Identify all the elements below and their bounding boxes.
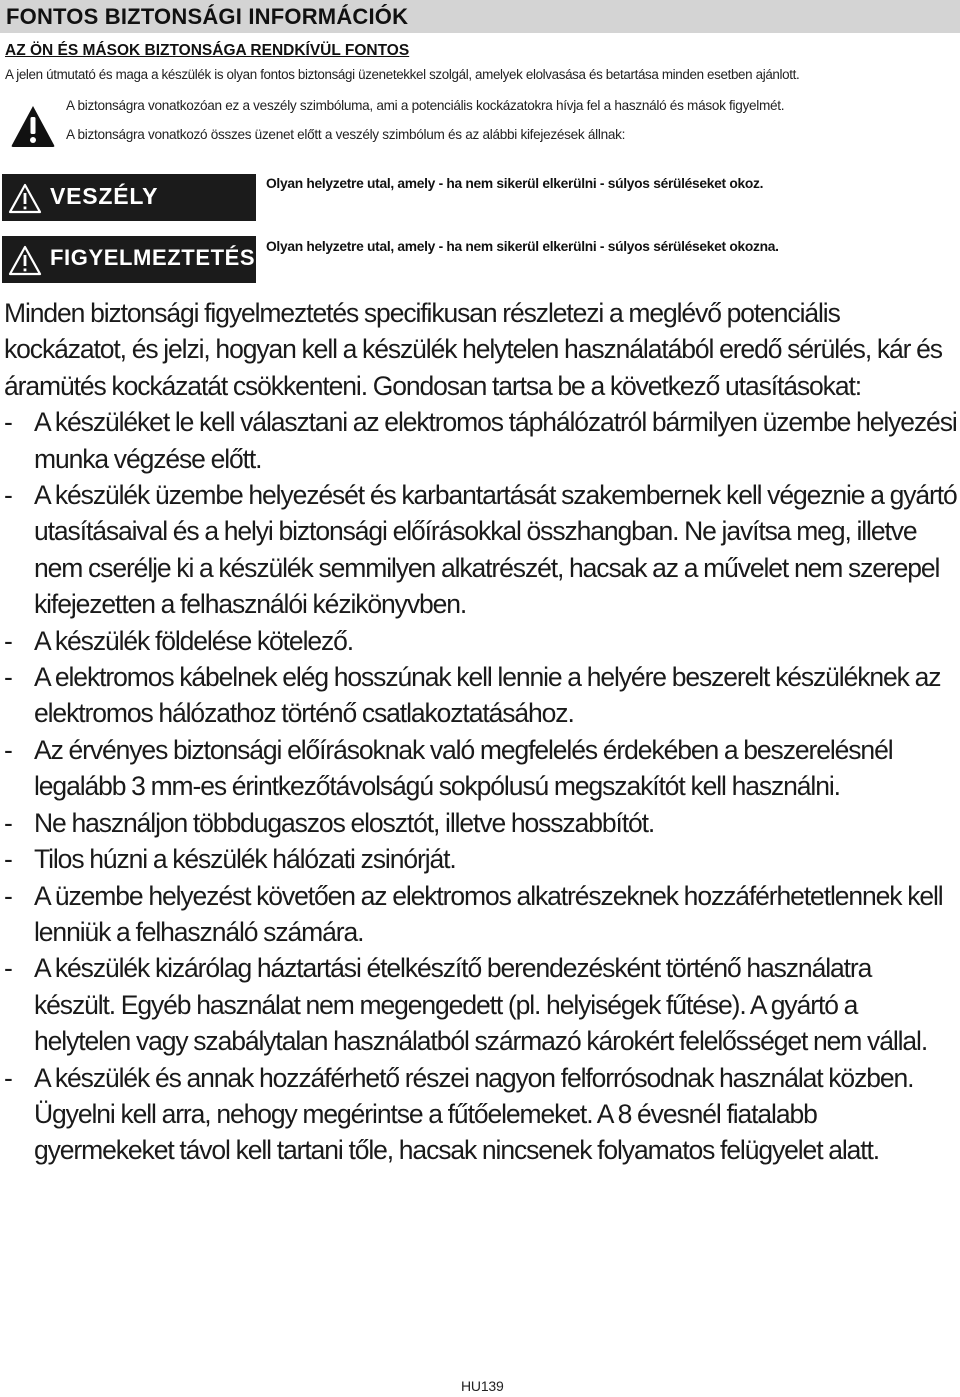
symbol-description-line: A biztonságra vonatkozóan ez a veszély szimbóluma, ami a potenciális kockázatokra hívja fel a használó és mások figyelmét.	[66, 98, 785, 113]
warning-triangle-icon	[8, 183, 42, 214]
list-item: - Tilos húzni a készülék hálózati zsinórját.	[4, 841, 958, 877]
warning-signal-box	[2, 236, 256, 283]
warning-triangle-icon	[8, 245, 42, 276]
list-item: - Az érvényes biztonsági előírásoknak való megfelelés érdekében a beszerelésnél legalább 3 mm-es érintkezőtávolságú sokpólusú megszakítót kell használni.	[4, 732, 958, 805]
list-item: - Ne használjon többdugaszos elosztót, illetve hosszabbítót.	[4, 805, 958, 841]
list-item: - A készülék és annak hozzáférhető részei nagyon felforrósodnak használat közben. Ügyelni kell arra, nehogy megérintse a fűtőelemeket. A 8 évesnél fiatalabb gyermekeket távol kell tartani tőle, hacsak nincsenek folyamatos felügyelet alatt.	[4, 1060, 958, 1169]
list-item: - A üzembe helyezést követően az elektromos alkatrészeknek hozzáférhetetlennek kell lenniük a felhasználó számára.	[4, 878, 958, 951]
page-title: FONTOS BIZTONSÁGI INFORMÁCIÓK	[6, 4, 409, 29]
warning-description: Olyan helyzetre utal, amely - ha nem sikerül elkerülni - súlyos sérüléseket okozna.	[266, 239, 779, 254]
list-item: - A készülék üzembe helyezését és karbantartását szakembernek kell végeznie a gyártó utasításaival és a helyi biztonsági előírásokkal összhangban. Ne javítsa meg, illetve nem cserélje ki a készülék semmilyen alkatrészét, hacsak az a művelet nem szerepel kifejezetten a felhasználói kézikönyvben.	[4, 477, 958, 623]
list-item: - A készülék földelése kötelező.	[4, 623, 958, 659]
danger-description: Olyan helyzetre utal, amely - ha nem sikerül elkerülni - súlyos sérüléseket okoz.	[266, 176, 764, 191]
danger-label: VESZÉLY	[50, 183, 159, 209]
list-item: - A készüléket le kell választani az elektromos táphálózatról bármilyen üzembe helyezési munka végzése előtt.	[4, 404, 958, 477]
danger-signal-box	[2, 174, 256, 221]
intro-paragraph: Minden biztonsági figyelmeztetés specifikusan részletezi a meglévő potenciális kockázatot, és jelzi, hogyan kell a készülék helytelen használatából eredő sérülés, kár és áramütés kockázatát csökkenteni. Gondosan tartsa be a következő utasításokat:	[4, 298, 942, 401]
title-bar	[0, 0, 960, 33]
intro-text: A jelen útmutató és maga a készülék is olyan fontos biztonsági üzenetekkel szolgál, amelyek elolvasása és betartása minden esetben ajánlott.	[5, 67, 800, 82]
section-subtitle: AZ ÖN ÉS MÁSOK BIZTONSÁGA RENDKÍVÜL FONTOS	[5, 42, 410, 59]
list-item: - A készülék kizárólag háztartási ételkészítő berendezésként történő használatra készült. Egyéb használat nem megengedett (pl. helyiségek fűtése). A gyártó a helytelen vagy szabálytalan használatból származó károkért felelősséget nem vállal.	[4, 950, 958, 1059]
list-item: - A elektromos kábelnek elég hosszúnak kell lennie a helyére beszerelt készüléknek az elektromos hálózathoz történő csatlakoztatásához.	[4, 659, 958, 732]
instruction-list	[4, 404, 958, 1169]
warning-label: FIGYELMEZTETÉS	[50, 245, 256, 270]
warning-triangle-icon	[10, 104, 56, 148]
safety-instructions	[4, 295, 958, 1169]
page-number: HU139	[461, 1378, 504, 1394]
symbol-description-line: A biztonságra vonatkozó összes üzenet előtt a veszély szimbólum és az alábbi kifejezések állnak:	[66, 127, 626, 142]
